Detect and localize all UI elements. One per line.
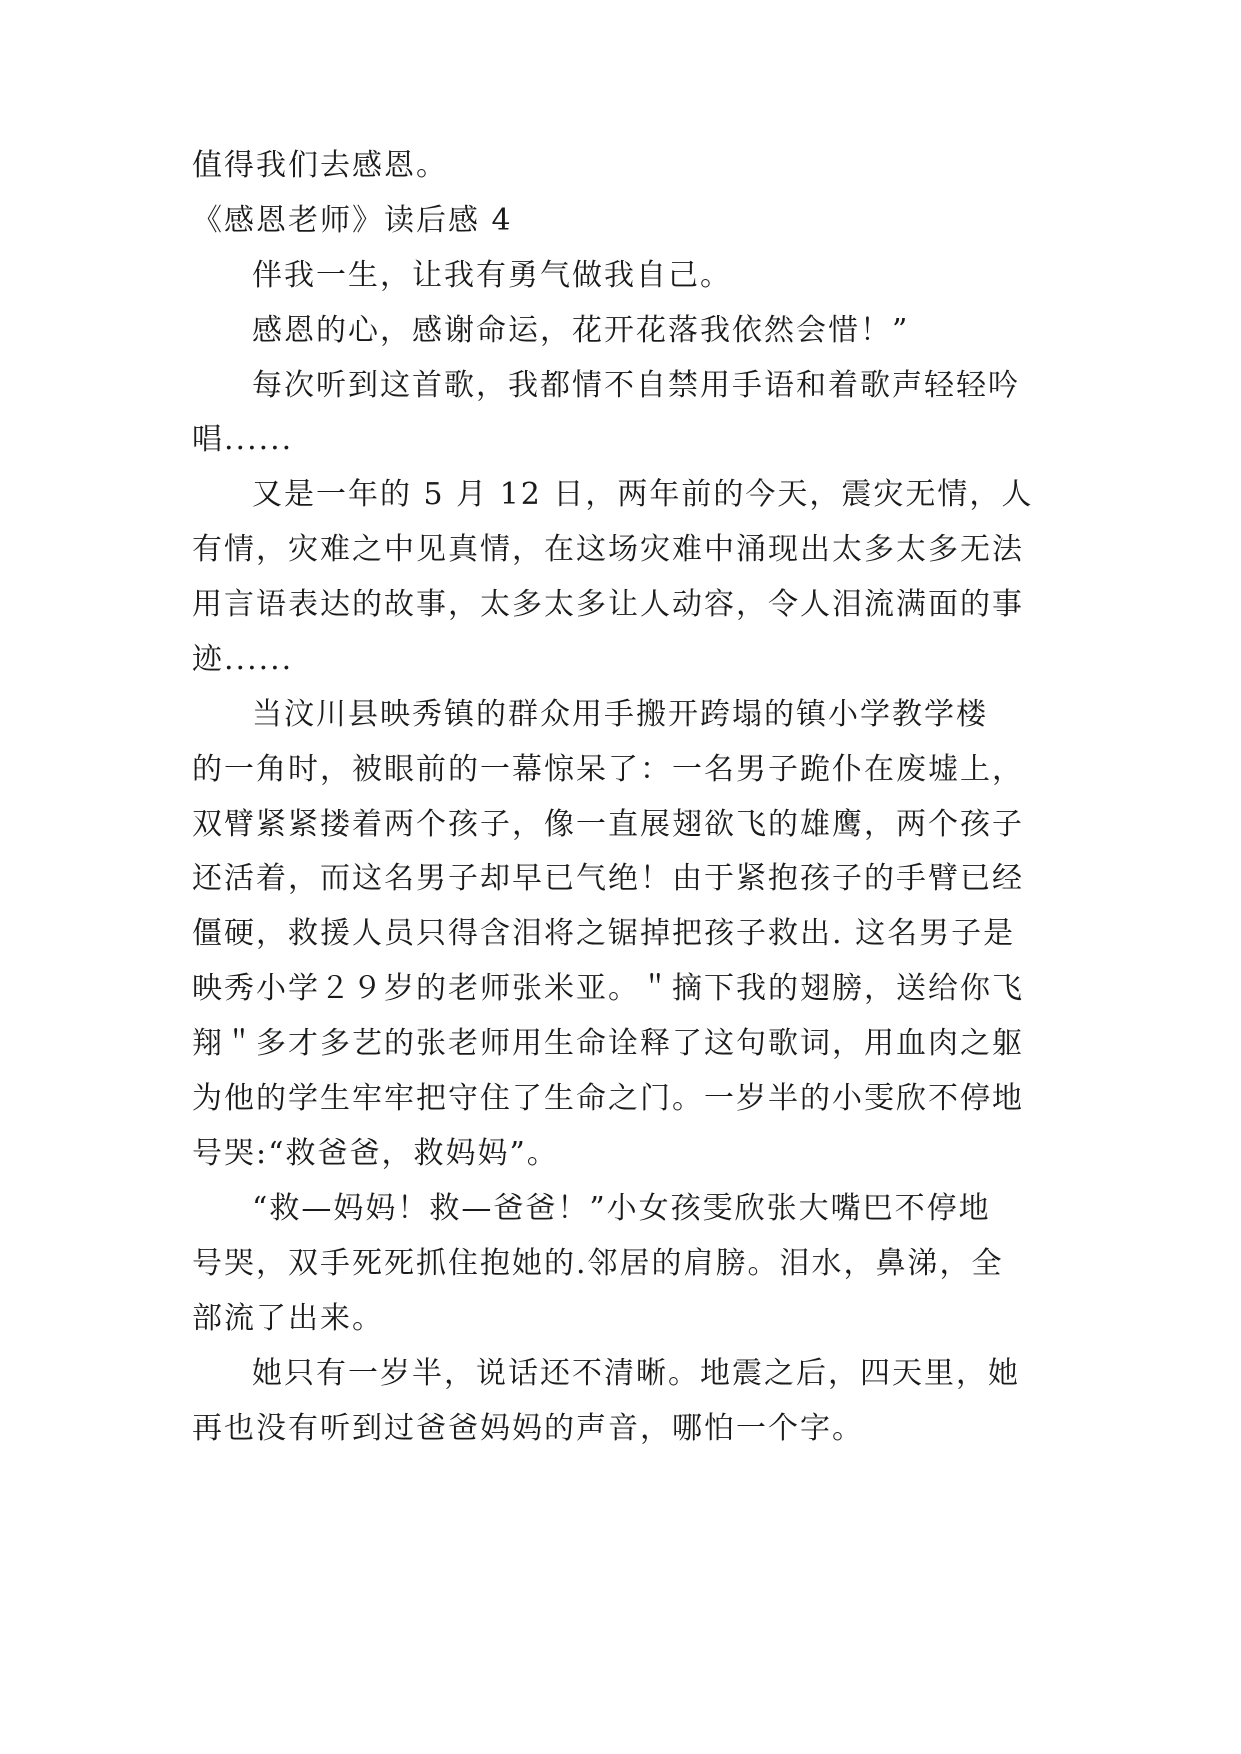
text-line: 部流了出来。 xyxy=(192,1301,384,1336)
text-line: 的一角时，被眼前的一幕惊呆了：一名男子跪仆在废墟上， xyxy=(192,752,1024,787)
text-line: 感恩的心，感谢命运，花开花落我依然会惜！” xyxy=(252,313,910,348)
text-line: 每次听到这首歌，我都情不自禁用手语和着歌声轻轻吟 xyxy=(252,368,1020,403)
text-line: 当汶川县映秀镇的群众用手搬开跨塌的镇小学教学楼 xyxy=(252,697,988,732)
text-line: 映秀小学２９岁的老师张米亚。＂摘下我的翅膀，送给你飞 xyxy=(192,971,1024,1006)
text-line: 有情，灾难之中见真情，在这场灾难中涌现出太多太多无法 xyxy=(192,532,1024,567)
text-line: 唱...... xyxy=(192,422,294,457)
text-line: 值得我们去感恩。 xyxy=(192,148,448,183)
text-line: 双臂紧紧搂着两个孩子，像一直展翅欲飞的雄鹰，两个孩子 xyxy=(192,807,1024,842)
text-line: 号哭，双手死死抓住抱她的.邻居的肩膀。泪水，鼻涕，全 xyxy=(192,1246,1004,1281)
text-line: 为他的学生牢牢把守住了生命之门。一岁半的小雯欣不停地 xyxy=(192,1081,1024,1116)
text-line: 用言语表达的故事，太多太多让人动容，令人泪流满面的事 xyxy=(192,587,1024,622)
text-line: 她只有一岁半，说话还不清晰。地震之后，四天里，她 xyxy=(252,1356,1020,1391)
text-line: 还活着，而这名男子却早已气绝！由于紧抱孩子的手臂已经 xyxy=(192,861,1024,896)
text-line: 僵硬，救援人员只得含泪将之锯掉把孩子救出. 这名男子是 xyxy=(192,916,1016,951)
text-line: 号哭:“救爸爸，救妈妈”。 xyxy=(192,1136,559,1171)
text-line: 再也没有听到过爸爸妈妈的声音，哪怕一个字。 xyxy=(192,1411,864,1446)
text-line: 迹...... xyxy=(192,642,294,677)
text-line: 又是一年的 5 月 12 日，两年前的今天，震灾无情，人 xyxy=(252,477,1034,512)
text-line: “救—妈妈！救—爸爸！”小女孩雯欣张大嘴巴不停地 xyxy=(252,1191,991,1226)
text-line: 翔＂多才多艺的张老师用生命诠释了这句歌词，用血肉之躯 xyxy=(192,1026,1024,1061)
text-line: 伴我一生，让我有勇气做我自己。 xyxy=(252,258,732,293)
section-heading: 《感恩老师》读后感 4 xyxy=(192,203,513,238)
